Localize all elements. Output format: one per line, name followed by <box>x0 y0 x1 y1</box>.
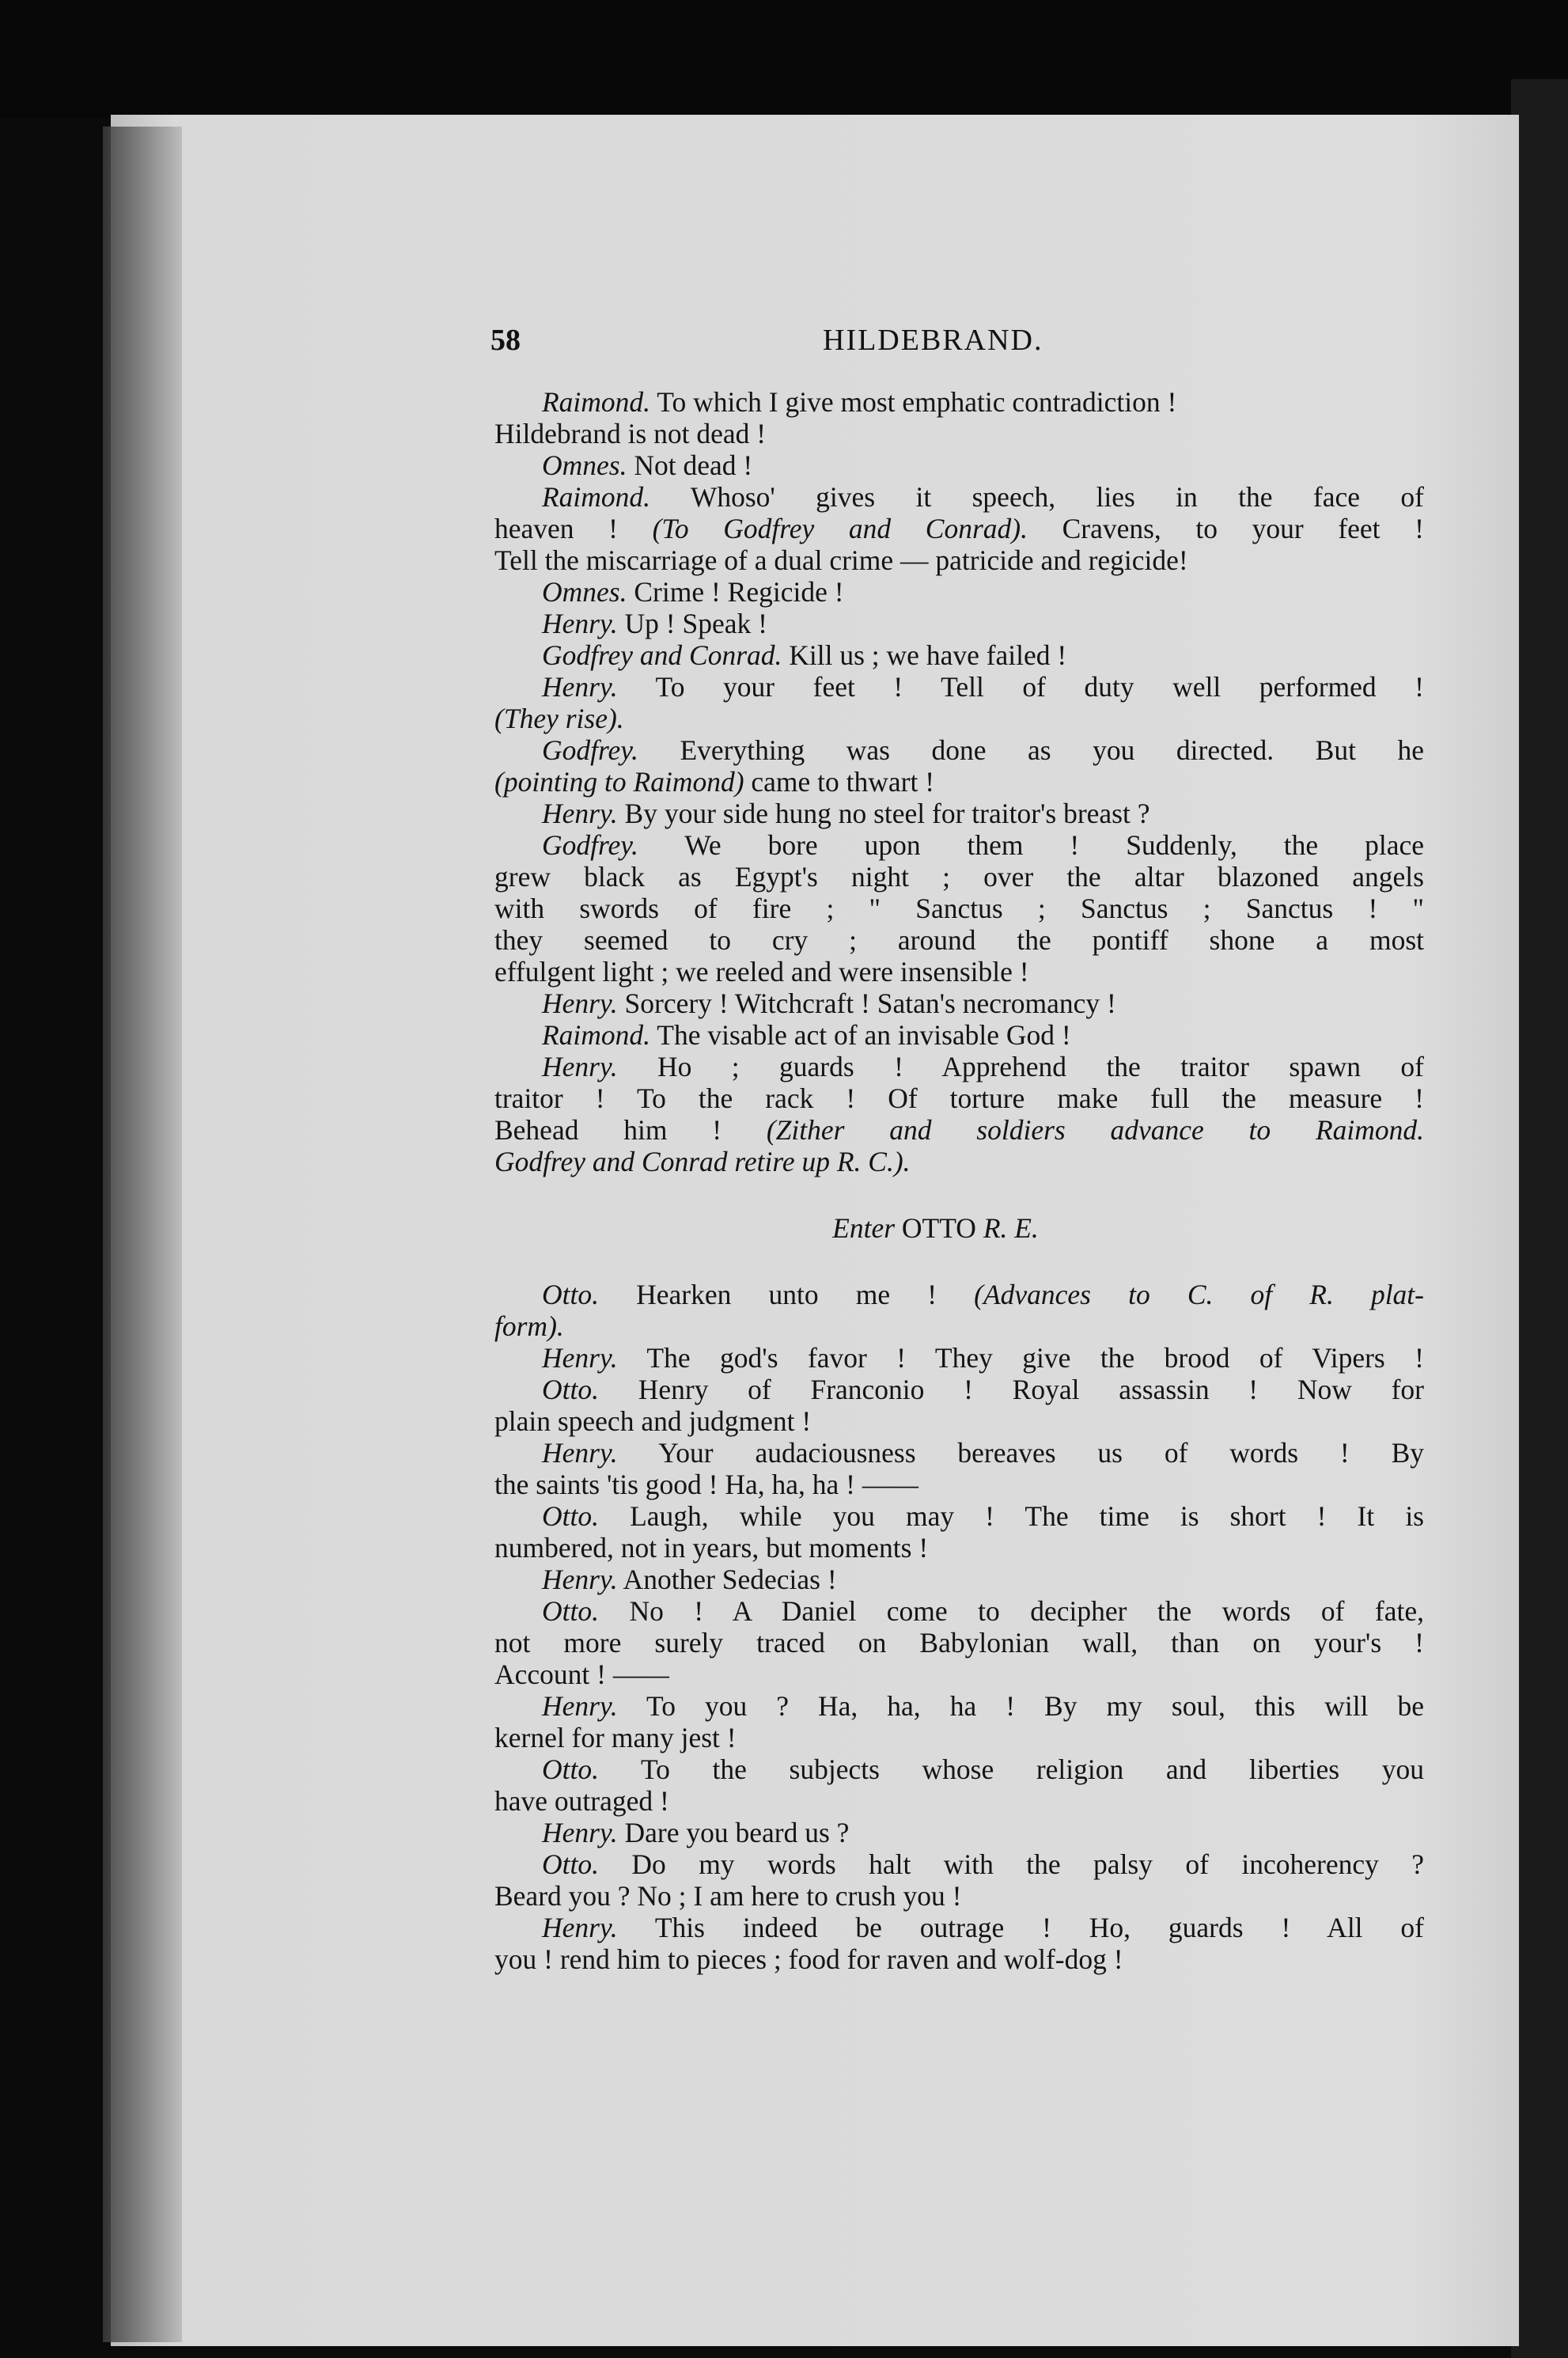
dialogue: effulgent light ; we reeled and were insensible ! <box>494 956 1029 988</box>
text-line <box>494 1500 1424 1532</box>
speaker-name: Godfrey and Conrad. <box>542 639 782 671</box>
text-line <box>494 1279 1424 1310</box>
dialogue: Henry of Franconio ! Royal assassin ! Now for <box>599 1374 1424 1405</box>
dialogue: To you ? Ha, ha, ha ! By my soul, this will be <box>617 1690 1424 1722</box>
text-line <box>494 1019 1424 1051</box>
dialogue: Dare you beard us ? <box>617 1817 850 1848</box>
text-line <box>494 734 1424 766</box>
dialogue: Another Sedecias ! <box>617 1564 837 1595</box>
text-line <box>494 449 1424 481</box>
text-line <box>494 861 1424 893</box>
speaker-name: Godfrey. <box>542 829 638 861</box>
speaker-name: Omnes. <box>542 576 627 608</box>
text-line <box>494 798 1424 829</box>
dialogue: they seemed to cry ; around the pontiff shone a most <box>494 924 1424 956</box>
text-line <box>494 829 1424 861</box>
dialogue: Hildebrand is not dead ! <box>494 418 767 449</box>
speaker-name: Raimond. <box>542 386 651 418</box>
section-gap <box>494 1244 1424 1279</box>
scan-right-border <box>1511 79 1568 2358</box>
text-line <box>494 1374 1424 1405</box>
dialogue: plain speech and judgment ! <box>494 1405 812 1437</box>
text-line <box>494 1943 1424 1975</box>
text-line <box>494 608 1424 639</box>
dialogue: the saints 'tis good ! Ha, ha, ha ! —— <box>494 1469 918 1500</box>
text-line <box>494 1690 1424 1722</box>
dialogue: Your audaciousness bereaves us of words ! By <box>617 1437 1424 1469</box>
speaker-name: Otto. <box>542 1848 599 1880</box>
text-line <box>494 956 1424 988</box>
dialogue: Hearken unto me ! <box>599 1279 975 1310</box>
text-line <box>494 576 1424 608</box>
dialogue: kernel for many jest ! <box>494 1722 737 1753</box>
speaker-name: Henry. <box>542 1564 618 1595</box>
section-gap <box>494 1177 1424 1212</box>
dialogue: The god's favor ! They give the brood of Vipers ! <box>617 1342 1424 1374</box>
dialogue: No ! A Daniel come to decipher the words of fate, <box>599 1595 1424 1627</box>
text-line <box>494 1051 1424 1082</box>
dialogue: came to thwart ! <box>744 766 935 798</box>
speaker-name: Raimond. <box>542 1019 651 1051</box>
dialogue: By your side hung no steel for traitor's breast ? <box>617 798 1150 829</box>
text-line <box>494 1532 1424 1564</box>
dialogue: Ho ; guards ! Apprehend the traitor spawn of <box>617 1051 1424 1082</box>
stage-direction: form). <box>494 1310 564 1342</box>
scan-top-border <box>0 0 1568 119</box>
dialogue: Cravens, to your feet ! <box>1027 513 1424 544</box>
text-line <box>494 1659 1424 1690</box>
stage-direction: (Advances to C. of R. plat- <box>974 1279 1424 1310</box>
speaker-name: Godfrey. <box>542 734 638 766</box>
speaker-name: Henry. <box>542 1690 618 1722</box>
dialogue: Up ! Speak ! <box>617 608 767 639</box>
text-line <box>494 766 1424 798</box>
running-title: HILDEBRAND. <box>823 324 1043 357</box>
text-line <box>494 893 1424 924</box>
dialogue: To your feet ! Tell of duty well performed ! <box>617 671 1424 703</box>
stage-direction: Godfrey and Conrad retire up R. C.). <box>494 1146 911 1177</box>
speaker-name: Henry. <box>542 1051 618 1082</box>
text-line <box>494 1753 1424 1785</box>
dialogue: grew black as Egypt's night ; over the altar blazoned angels <box>494 861 1424 893</box>
speaker-name: Otto. <box>542 1374 599 1405</box>
speaker-name: Henry. <box>542 1437 618 1469</box>
speaker-name: Otto. <box>542 1595 599 1627</box>
text-line <box>494 671 1424 703</box>
speaker-name: Otto. <box>542 1500 599 1532</box>
dialogue: Everything was done as you directed. But he <box>638 734 1424 766</box>
text-line <box>494 1912 1424 1943</box>
dialogue: We bore upon them ! Suddenly, the place <box>638 829 1424 861</box>
speaker-name: Henry. <box>542 988 618 1019</box>
dialogue: traitor ! To the rack ! Of torture make full the measure ! <box>494 1082 1424 1114</box>
text-line <box>494 1310 1424 1342</box>
speaker-name: Henry. <box>542 1817 618 1848</box>
text-line <box>494 513 1424 544</box>
dialogue: Beard you ? No ; I am here to crush you ! <box>494 1880 962 1912</box>
text-line <box>494 418 1424 449</box>
dialogue: Sorcery ! Witchcraft ! Satan's necromancy ! <box>617 988 1116 1019</box>
text-line <box>494 1785 1424 1817</box>
text-line <box>494 1405 1424 1437</box>
text-line <box>494 703 1424 734</box>
text-line <box>494 1342 1424 1374</box>
dialogue: not more surely traced on Babylonian wall, than on your's ! <box>494 1627 1424 1659</box>
text-line <box>494 386 1424 418</box>
dialogue: Behead him ! <box>494 1114 767 1146</box>
text-line <box>494 1146 1424 1177</box>
dialogue: heaven ! <box>494 513 653 544</box>
dialogue: Tell the miscarriage of a dual crime — patricide and regicide! <box>494 544 1188 576</box>
text-line <box>494 1880 1424 1912</box>
speaker-name: Raimond. <box>542 481 651 513</box>
text-line <box>494 1627 1424 1659</box>
text-line <box>494 1595 1424 1627</box>
speaker-name: Henry. <box>542 1912 618 1943</box>
stage-direction: (They rise). <box>494 703 624 734</box>
text-line <box>494 1114 1424 1146</box>
stage-entrance <box>494 1212 1424 1244</box>
text-line <box>494 1722 1424 1753</box>
dialogue: To the subjects whose religion and liberties you <box>599 1753 1424 1785</box>
text-line <box>494 1469 1424 1500</box>
dialogue: Account ! —— <box>494 1659 669 1690</box>
text-line <box>494 1564 1424 1595</box>
dialogue: To which I give most emphatic contradiction ! <box>650 386 1177 418</box>
text-line <box>494 544 1424 576</box>
speaker-name: Omnes. <box>542 449 627 481</box>
text-line <box>494 1437 1424 1469</box>
speaker-name: Henry. <box>542 1342 618 1374</box>
text-line <box>494 639 1424 671</box>
dialogue: Not dead ! <box>627 449 753 481</box>
text-line <box>494 1817 1424 1848</box>
speaker-name: Otto. <box>542 1753 599 1785</box>
text-line <box>494 1082 1424 1114</box>
dialogue: have outraged ! <box>494 1785 669 1817</box>
speaker-name: Otto. <box>542 1279 599 1310</box>
text-line <box>494 924 1424 956</box>
dialogue: Kill us ; we have failed ! <box>782 639 1067 671</box>
stage-direction: (pointing to Raimond) <box>494 766 744 798</box>
dialogue: Crime ! Regicide ! <box>627 576 844 608</box>
page-gutter-shadow <box>103 127 182 2342</box>
text-line <box>494 481 1424 513</box>
dialogue: OTTO <box>895 1212 983 1244</box>
speaker-name: Henry. <box>542 798 618 829</box>
dialogue: This indeed be outrage ! Ho, guards ! All of <box>617 1912 1424 1943</box>
dialogue: you ! rend him to pieces ; food for raven and wolf-dog ! <box>494 1943 1123 1975</box>
text-line <box>494 988 1424 1019</box>
stage-direction: Enter <box>832 1212 896 1244</box>
dialogue: Whoso' gives it speech, lies in the face of <box>650 481 1424 513</box>
page-header <box>490 323 1440 370</box>
page-number: 58 <box>490 324 521 357</box>
dialogue: with swords of fire ; " Sanctus ; Sanctus ; Sanctus ! " <box>494 893 1424 924</box>
stage-direction: (To Godfrey and Conrad). <box>652 513 1028 544</box>
text-line <box>494 1848 1424 1880</box>
dialogue: Laugh, while you may ! The time is short ! It is <box>599 1500 1424 1532</box>
stage-direction: R. E. <box>983 1212 1039 1244</box>
speaker-name: Henry. <box>542 608 618 639</box>
play-text <box>494 386 1424 1975</box>
dialogue: The visable act of an invisable God ! <box>650 1019 1071 1051</box>
stage-direction: (Zither and soldiers advance to Raimond. <box>766 1114 1425 1146</box>
dialogue: Do my words halt with the palsy of incoherency ? <box>599 1848 1424 1880</box>
speaker-name: Henry. <box>542 671 618 703</box>
dialogue: numbered, not in years, but moments ! <box>494 1532 929 1564</box>
